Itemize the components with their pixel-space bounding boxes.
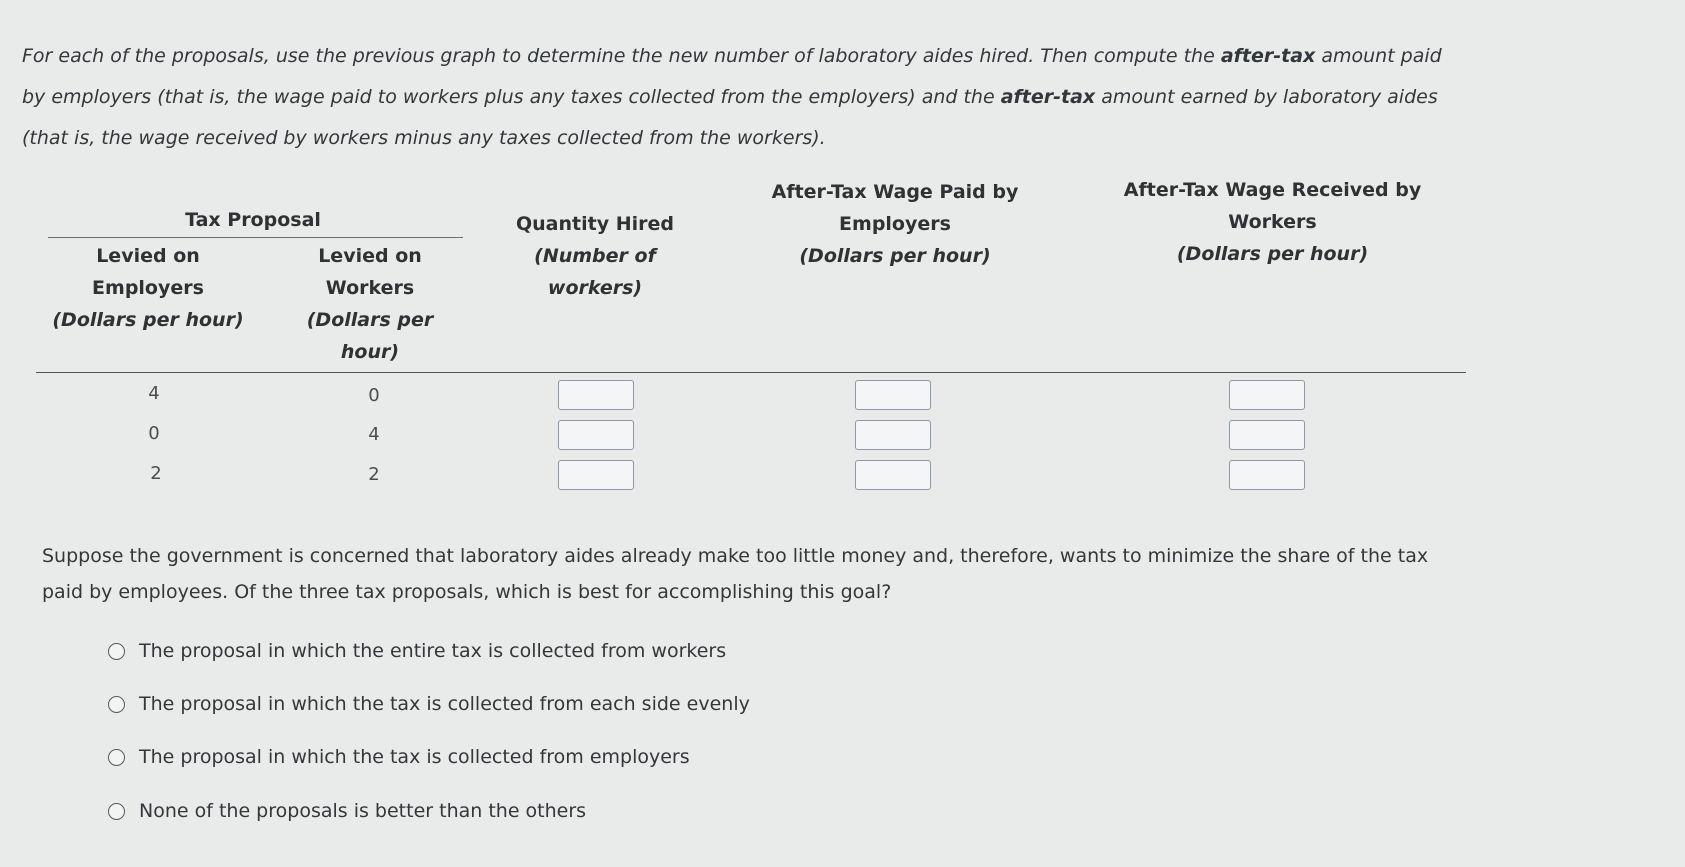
wage-received-by-workers-header bbox=[1105, 174, 1440, 270]
row2-wage-paid-input[interactable] bbox=[855, 420, 931, 450]
quantity-hired-header bbox=[500, 208, 690, 304]
intro-text-3: amount earned by laboratory aides (that is, the wage received by workers minus any taxes collected from the workers). bbox=[22, 86, 1438, 149]
tax-proposal-underline bbox=[48, 237, 463, 238]
row1-quantity-input[interactable] bbox=[558, 380, 634, 410]
row3-employers-value: 2 bbox=[150, 463, 162, 484]
header-unit: (Dollars per hour) bbox=[799, 245, 991, 267]
option-label: The proposal in which the entire tax is collected from workers bbox=[139, 640, 727, 662]
header-text: After-Tax Wage Received by bbox=[1123, 179, 1422, 201]
option-none[interactable] bbox=[108, 800, 586, 822]
row1-wage-paid-input[interactable] bbox=[855, 380, 931, 410]
levied-on-employers-header bbox=[48, 240, 248, 336]
header-text: Employers bbox=[92, 277, 204, 299]
intro-text-2: amount paid by employers (that is, the wage paid to workers plus any taxes collected from the employers) and the bbox=[22, 45, 1442, 108]
header-unit: (Dollars per hour) bbox=[52, 309, 244, 331]
row3-workers-value: 2 bbox=[368, 464, 380, 485]
option-label: The proposal in which the tax is collected from each side evenly bbox=[139, 693, 750, 715]
header-unit: workers) bbox=[547, 277, 643, 299]
radio-button[interactable] bbox=[108, 696, 125, 713]
wage-paid-by-employers-header bbox=[745, 176, 1045, 272]
option-label: None of the proposals is better than the others bbox=[139, 800, 587, 822]
header-text: After-Tax Wage Paid by bbox=[771, 181, 1019, 203]
radio-button[interactable] bbox=[108, 803, 125, 820]
row3-quantity-input[interactable] bbox=[558, 460, 634, 490]
header-unit: (Dollars per bbox=[306, 309, 434, 331]
header-text: Levied on bbox=[96, 245, 200, 267]
row1-employers-value: 4 bbox=[148, 383, 160, 404]
row1-wage-received-input[interactable] bbox=[1229, 380, 1305, 410]
row2-employers-value: 0 bbox=[148, 423, 160, 444]
header-text: Levied on bbox=[318, 245, 422, 267]
option-employers[interactable] bbox=[108, 746, 690, 768]
radio-button[interactable] bbox=[108, 643, 125, 660]
table-header-rule bbox=[36, 372, 1466, 373]
row1-workers-value: 0 bbox=[368, 385, 380, 406]
header-unit: (Dollars per hour) bbox=[1176, 243, 1369, 265]
header-unit: (Number of bbox=[534, 245, 656, 267]
row2-quantity-input[interactable] bbox=[558, 420, 634, 450]
option-evenly[interactable] bbox=[108, 693, 750, 715]
row2-workers-value: 4 bbox=[368, 424, 380, 445]
row3-wage-received-input[interactable] bbox=[1229, 460, 1305, 490]
levied-on-workers-header bbox=[290, 240, 450, 368]
header-unit: hour) bbox=[340, 341, 400, 363]
row2-wage-received-input[interactable] bbox=[1229, 420, 1305, 450]
intro-bold-2: after-tax bbox=[1000, 86, 1096, 108]
tax-proposal-header: Tax Proposal bbox=[185, 209, 321, 231]
radio-button[interactable] bbox=[108, 749, 125, 766]
question-text: Suppose the government is concerned that laboratory aides already make too little money and, therefore, wants to minimize the share of the tax paid by employees. Of the three tax proposals, which is best for accomplishing this goal? bbox=[42, 545, 1429, 603]
header-text: Employers bbox=[839, 213, 951, 235]
header-text: Quantity Hired bbox=[516, 213, 674, 235]
row3-wage-paid-input[interactable] bbox=[855, 460, 931, 490]
header-text: Workers bbox=[1228, 211, 1317, 233]
intro-bold-1: after-tax bbox=[1220, 45, 1316, 67]
instructions-paragraph bbox=[22, 36, 1462, 159]
intro-text-1: For each of the proposals, use the previous graph to determine the new number of laboratory aides hired. Then compute the bbox=[22, 45, 1221, 67]
option-workers[interactable] bbox=[108, 640, 726, 662]
header-text: Workers bbox=[325, 277, 415, 299]
option-label: The proposal in which the tax is collected from employers bbox=[139, 746, 690, 768]
